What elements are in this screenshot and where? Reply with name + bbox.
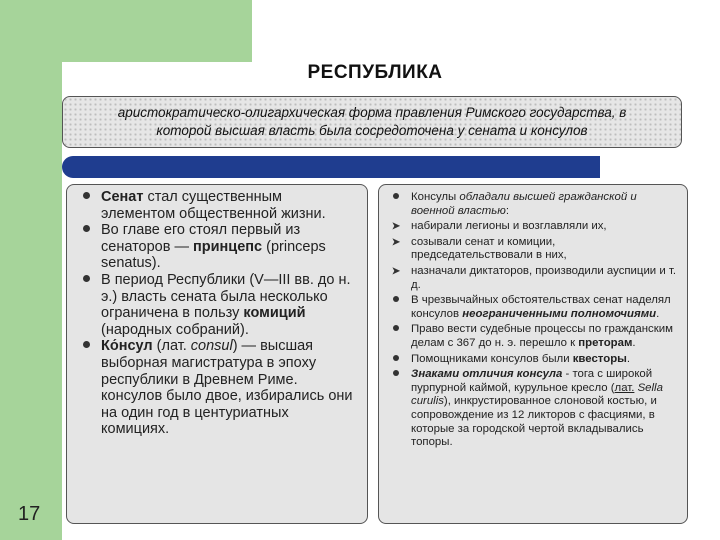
bullet-icon [393,325,399,331]
page-number: 17 [18,503,41,525]
list-item: Сенат стал существенным элементом общественной жизни. [75,189,357,222]
list-item: ➤ созывали сенат и комиции, председательствовали в них, [391,235,567,262]
green-side-band [0,0,62,540]
arrow-bullet-icon: ➤ [391,221,401,233]
arrow-bullet-icon: ➤ [391,265,401,277]
consul-panel [378,184,688,524]
list-item: В период Республики (V—III вв. до н. э.) власть сената была несколько ограничена в пользу комиций (народных собраний). [75,272,357,338]
bullet-icon [83,192,90,199]
bullet-icon [393,193,399,199]
bullet-icon [393,370,399,376]
bullet-icon [83,225,90,232]
list-item: Право вести судебные процессы по гражданским делам с 367 до н. э. перешло к преторам. [385,323,679,350]
list-item: Знаками отличия консула - тога с широкой пурпурной каймой, курульное кресло (лат. Sella curulis), инкрустированное слоновой костью, и сопровождение из 12 ликторов с фасциями, в которые за городской чертой вкладывались топоры. [385,368,679,450]
definition-line-2: которой высшая власть была сосредоточена у сената и консулов [156,123,588,138]
arrow-bullet-icon: ➤ [391,236,401,248]
list-item: ➤ назначали диктаторов, производили ауспиции и т. д. [391,264,676,291]
list-item: Консулы обладали высшей гражданской и военной властью: [385,191,679,218]
list-item: Ко́нсул (лат. consul) — высшая выборная магистратура в эпоху республики в Древнем Риме. консулов было двое, избирались они на один год в центуриатных комициях. [75,338,357,438]
list-item: ➤ набирали легионы и возглавляли их, [391,220,607,233]
green-top-band [0,0,252,62]
bullet-icon [83,275,90,282]
definition-box [62,96,682,148]
definition-line-1: аристократическо-олигархическая форма правления Римского государства, в [117,105,627,120]
senate-list [75,189,357,438]
bullet-icon [393,355,399,361]
list-item: Помощниками консулов были квесторы. [385,353,679,367]
consul-list [385,191,679,450]
list-item: В чрезвычайных обстоятельствах сенат наделял консулов неограниченными полномочиями. [385,294,679,321]
senate-panel [66,184,368,524]
list-item: Во главе его стоял первый из сенаторов — принцепс (princeps senatus). [75,222,357,272]
bullet-icon [393,296,399,302]
bullet-icon [83,341,90,348]
blue-divider-bar [62,156,600,178]
slide-title: РЕСПУБЛИКА [307,62,443,83]
